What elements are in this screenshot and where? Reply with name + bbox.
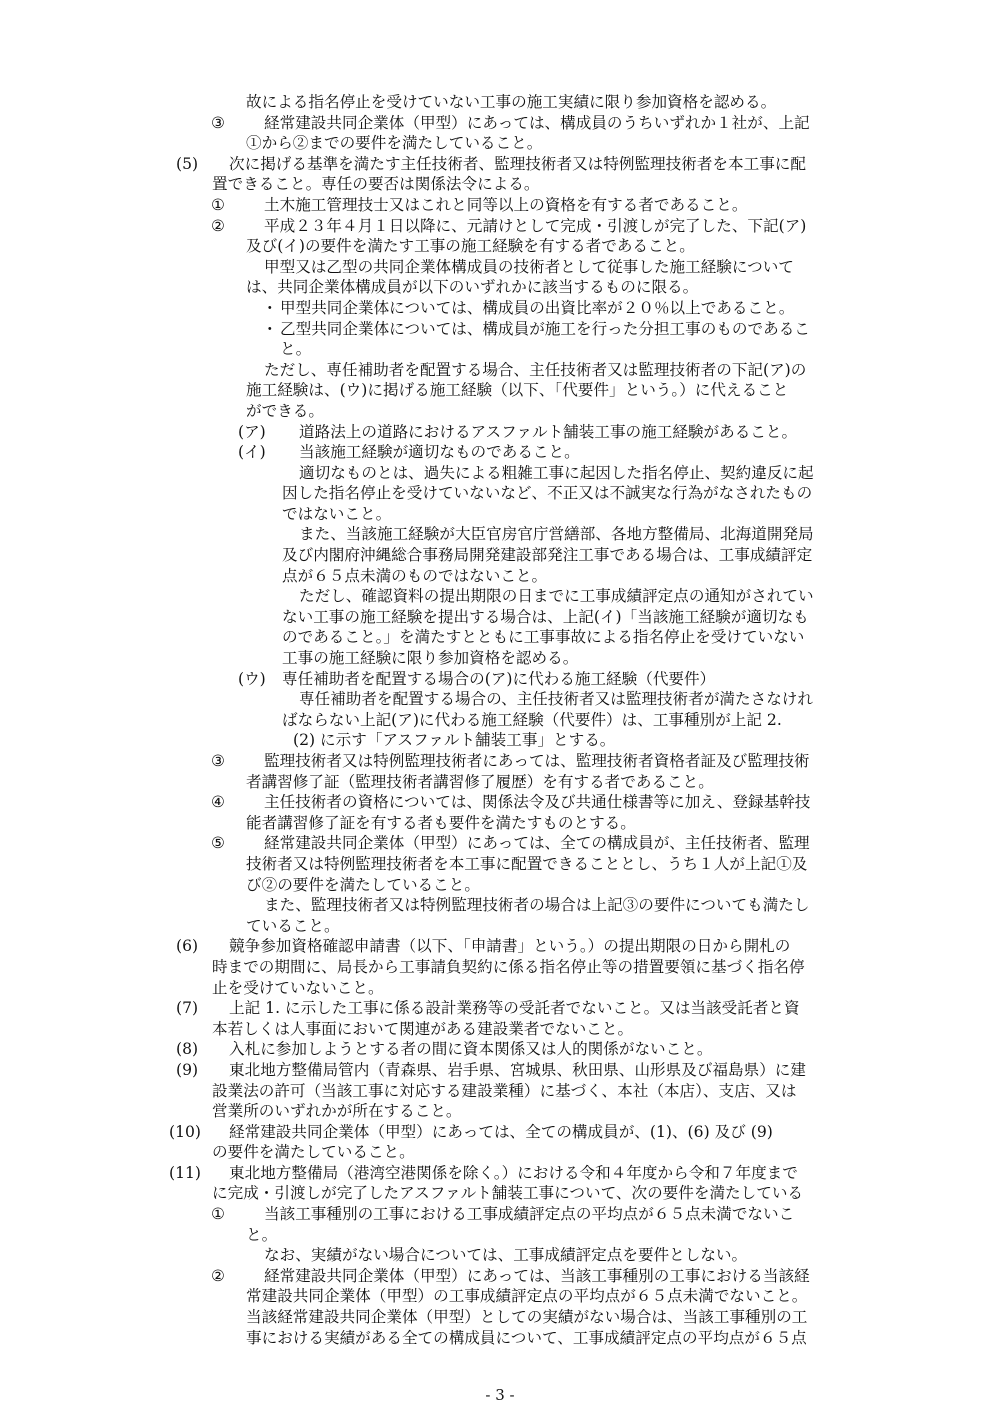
text-line bbox=[0, 1286, 1000, 1307]
line-text: 監理技術者又は特例監理技術者にあっては、監理技術者資格者証及び監理技術 bbox=[264, 752, 810, 770]
line-text: 因した指名停止を受けていないなど、不正又は不誠実な行為がなされたもの bbox=[282, 484, 813, 503]
text-line bbox=[0, 236, 1000, 257]
text-line bbox=[0, 1266, 1000, 1287]
text-line bbox=[0, 339, 1000, 360]
text-line bbox=[0, 319, 1000, 340]
line-text: ない工事の施工経験を提出する場合は、上記(イ)「当該施工経験が適切なも bbox=[282, 607, 809, 626]
text-line bbox=[0, 936, 1000, 957]
text-line bbox=[0, 627, 1000, 648]
text-line bbox=[0, 1183, 1000, 1204]
line-text: 時までの期間に、局長から工事請負契約に係る指名停止等の措置要領に基づく指名停 bbox=[212, 957, 805, 976]
line-text: 次に掲げる基準を満たす主任技術者、監理技術者又は特例監理技術者を本工事に配 bbox=[229, 154, 806, 173]
item-marker: ② bbox=[211, 216, 225, 235]
text-line bbox=[0, 998, 1000, 1019]
text-line bbox=[0, 586, 1000, 607]
line-text: 甲型共同企業体については、構成員の出資比率が２０％以上であること。 bbox=[280, 298, 795, 317]
text-line bbox=[0, 154, 1000, 175]
item-marker: (8) bbox=[176, 1040, 199, 1059]
item-marker: ・ bbox=[262, 319, 278, 338]
text-line bbox=[0, 1122, 1000, 1143]
line-text: なお、実績がない場合については、工事成績評定点を要件としない。 bbox=[264, 1246, 748, 1265]
line-text: 当該工事種別の工事における工事成績評定点の平均点が６５点未満でないこ bbox=[264, 1205, 795, 1224]
text-line bbox=[0, 1081, 1000, 1102]
item-marker: (10) bbox=[169, 1122, 202, 1141]
text-line bbox=[0, 483, 1000, 504]
line-text: のであること。」を満たすとともに工事事故による指名停止を受けていない bbox=[282, 628, 805, 647]
text-line bbox=[0, 792, 1000, 813]
line-text: 技術者又は特例監理技術者を本工事に配置できることとし、うち１人が上記①及 bbox=[246, 854, 808, 873]
line-text: 置できること。専任の要否は関係法令による。 bbox=[212, 175, 540, 194]
line-text: 甲型又は乙型の共同企業体構成員の技術者として従事した施工経験について bbox=[264, 257, 794, 276]
text-line bbox=[0, 1328, 1000, 1349]
item-marker: (6) bbox=[176, 937, 199, 956]
item-marker: ① bbox=[211, 1205, 225, 1224]
line-text: また、監理技術者又は特例監理技術者の場合は上記③の要件についても満たし bbox=[264, 896, 810, 915]
text-line bbox=[0, 895, 1000, 916]
line-text: 故による指名停止を受けていない工事の施工実績に限り参加資格を認める。 bbox=[246, 93, 777, 111]
line-text: 経常建設共同企業体（甲型）にあっては、当該工事種別の工事における当該経 bbox=[264, 1266, 810, 1285]
line-text: 者講習修了証（監理技術者講習修了履歴）を有する者であること。 bbox=[246, 772, 714, 791]
text-line bbox=[0, 648, 1000, 669]
text-line bbox=[0, 978, 1000, 999]
text-line bbox=[0, 504, 1000, 525]
item-marker: ⑤ bbox=[211, 834, 225, 853]
line-text: 専任補助者を配置する場合の、主任技術者又は監理技術者が満たさなけれ bbox=[299, 690, 813, 709]
line-text: 東北地方整備局管内（青森県、岩手県、宮城県、秋田県、山形県及び福島県）に建 bbox=[229, 1060, 806, 1079]
line-text: ではないこと。 bbox=[282, 504, 392, 523]
text-line bbox=[0, 566, 1000, 587]
line-text: 止を受けていないこと。 bbox=[212, 978, 384, 997]
text-line bbox=[0, 1060, 1000, 1081]
item-marker: ③ bbox=[211, 752, 225, 770]
line-text: と。 bbox=[246, 1225, 278, 1244]
line-text: 工事の施工経験に限り参加資格を認める。 bbox=[282, 649, 579, 668]
item-marker: ① bbox=[211, 195, 225, 214]
line-text: 平成２３年４月１日以降に、元請けとして完成・引渡しが完了した、下記(ア) bbox=[264, 216, 807, 235]
line-text: 上記 1. に示した工事に係る設計業務等の受託者でないこと。又は当該受託者と資 bbox=[229, 999, 800, 1018]
item-marker: ② bbox=[211, 1266, 225, 1285]
line-text: 入札に参加しようとする者の間に資本関係又は人的関係がないこと。 bbox=[229, 1040, 713, 1059]
text-line bbox=[0, 442, 1000, 463]
text-line bbox=[0, 1142, 1000, 1163]
line-text: は、共同企業体構成員が以下のいずれかに該当するものに限る。 bbox=[246, 278, 699, 297]
document-body bbox=[0, 92, 1000, 1348]
line-text: 及び内閣府沖縄総合事務局開発建設部発注工事である場合は、工事成績評定 bbox=[282, 546, 813, 565]
text-line bbox=[0, 833, 1000, 854]
line-text: 経常建設共同企業体（甲型）にあっては、全ての構成員が、(1)、(6) 及び (9) bbox=[229, 1122, 773, 1141]
text-line bbox=[0, 113, 1000, 134]
text-line bbox=[0, 916, 1000, 937]
text-line bbox=[0, 360, 1000, 381]
text-line bbox=[0, 174, 1000, 195]
text-line bbox=[0, 92, 1000, 113]
text-line bbox=[0, 607, 1000, 628]
text-line bbox=[0, 1039, 1000, 1060]
line-text: ていること。 bbox=[246, 916, 340, 935]
line-text: 道路法上の道路におけるアスファルト舗装工事の施工経験があること。 bbox=[299, 422, 798, 441]
line-text: に完成・引渡しが完了したアスファルト舗装工事について、次の要件を満たしている bbox=[212, 1184, 804, 1203]
text-line bbox=[0, 710, 1000, 731]
item-marker: (ア) bbox=[238, 422, 266, 441]
line-text: 及び(イ)の要件を満たす工事の施工経験を有する者であること。 bbox=[246, 237, 695, 256]
line-text: び②の要件を満たしていること。 bbox=[246, 875, 480, 894]
text-line bbox=[0, 772, 1000, 793]
line-text: 土木施工管理技士又はこれと同等以上の資格を有する者であること。 bbox=[264, 195, 748, 214]
line-text: ただし、専任補助者を配置する場合、主任技術者又は監理技術者の下記(ア)の bbox=[264, 360, 807, 379]
item-marker: (11) bbox=[169, 1163, 202, 1182]
line-text: 事における実績がある全ての構成員について、工事成績評定点の平均点が６５点 bbox=[246, 1328, 807, 1347]
text-line bbox=[0, 854, 1000, 875]
line-text: と。 bbox=[280, 340, 312, 359]
text-line bbox=[0, 1019, 1000, 1040]
text-line bbox=[0, 298, 1000, 319]
text-line bbox=[0, 380, 1000, 401]
line-text: 東北地方整備局（港湾空港関係を除く。）における令和４年度から令和７年度まで bbox=[229, 1163, 798, 1182]
text-line bbox=[0, 422, 1000, 443]
text-line bbox=[0, 1163, 1000, 1184]
text-line bbox=[0, 195, 1000, 216]
line-text: ただし、確認資料の提出期限の日までに工事成績評定点の通知がされてい bbox=[299, 587, 814, 606]
line-text: また、当該施工経験が大臣官房官庁営繕部、各地方整備局、北海道開発局 bbox=[299, 525, 814, 544]
item-marker: (ウ) bbox=[238, 669, 266, 688]
text-line bbox=[0, 277, 1000, 298]
line-text: の要件を満たしていること。 bbox=[212, 1143, 415, 1162]
line-text: 主任技術者の資格については、関係法令及び共通仕様書等に加え、登録基幹技 bbox=[264, 793, 811, 812]
line-text: ①から②までの要件を満たしていること。 bbox=[246, 134, 543, 153]
text-line bbox=[0, 216, 1000, 237]
item-marker: ④ bbox=[211, 793, 225, 812]
text-line bbox=[0, 1245, 1000, 1266]
text-line bbox=[0, 1204, 1000, 1225]
line-text: 競争参加資格確認申請書（以下、「申請書」という。）の提出期限の日から開札の bbox=[229, 937, 791, 956]
line-text: ばならない上記(ア)に代わる施工経験（代要件）は、工事種別が上記 2. bbox=[282, 710, 782, 729]
text-line bbox=[0, 545, 1000, 566]
line-text: 当該経常建設共同企業体（甲型）としての実績がない場合は、当該工事種別の工 bbox=[246, 1308, 808, 1327]
item-marker: ・ bbox=[262, 298, 278, 317]
line-text: ができる。 bbox=[246, 401, 324, 420]
text-line bbox=[0, 669, 1000, 690]
text-line bbox=[0, 1225, 1000, 1246]
text-line bbox=[0, 689, 1000, 710]
text-line bbox=[0, 257, 1000, 278]
line-text: 適切なものとは、過失による粗雑工事に起因した指名停止、契約違反に起 bbox=[299, 463, 814, 482]
item-marker: (7) bbox=[176, 999, 199, 1018]
line-text: 設業法の許可（当該工事に対応する建設業種）に基づく、本社（本店）、支店、又は bbox=[212, 1081, 797, 1100]
text-line bbox=[0, 524, 1000, 545]
line-text: 営業所のいずれかが所在すること。 bbox=[212, 1102, 462, 1121]
line-text: 常建設共同企業体（甲型）の工事成績評定点の平均点が６５点未満でないこと。 bbox=[246, 1287, 808, 1306]
text-line bbox=[0, 875, 1000, 896]
item-marker: (9) bbox=[176, 1060, 199, 1079]
item-marker: ③ bbox=[211, 113, 225, 132]
text-line bbox=[0, 751, 1000, 772]
line-text: 乙型共同企業体については、構成員が施工を行った分担工事のものであるこ bbox=[280, 319, 810, 338]
page-number: - 3 - bbox=[485, 1386, 515, 1404]
text-line bbox=[0, 1307, 1000, 1328]
text-line bbox=[0, 401, 1000, 422]
text-line bbox=[0, 957, 1000, 978]
text-line bbox=[0, 813, 1000, 834]
item-marker: (イ) bbox=[238, 443, 266, 462]
line-text: 点が６５点未満のものではないこと。 bbox=[282, 566, 548, 585]
line-text: 専任補助者を配置する場合の(ア)に代わる施工経験（代要件） bbox=[282, 669, 716, 688]
line-text: 経常建設共同企業体（甲型）にあっては、構成員のうちいずれか１社が、上記 bbox=[264, 113, 810, 132]
text-line bbox=[0, 730, 1000, 751]
text-line bbox=[0, 1101, 1000, 1122]
line-text: 本若しくは人事面において関連がある建設業者でないこと。 bbox=[212, 1019, 634, 1038]
line-text: (2) に示す「アスファルト舗装工事」とする。 bbox=[293, 731, 616, 750]
line-text: 能者講習修了証を有する者も要件を満たすものとする。 bbox=[246, 813, 636, 832]
line-text: 当該施工経験が適切なものであること。 bbox=[299, 443, 580, 462]
line-text: 施工経験は、(ウ)に掲げる施工経験（以下、「代要件」という。）に代えること bbox=[246, 381, 789, 400]
item-marker: (5) bbox=[176, 154, 199, 173]
line-text: 経常建設共同企業体（甲型）にあっては、全ての構成員が、主任技術者、監理 bbox=[264, 834, 810, 853]
text-line bbox=[0, 133, 1000, 154]
text-line bbox=[0, 463, 1000, 484]
